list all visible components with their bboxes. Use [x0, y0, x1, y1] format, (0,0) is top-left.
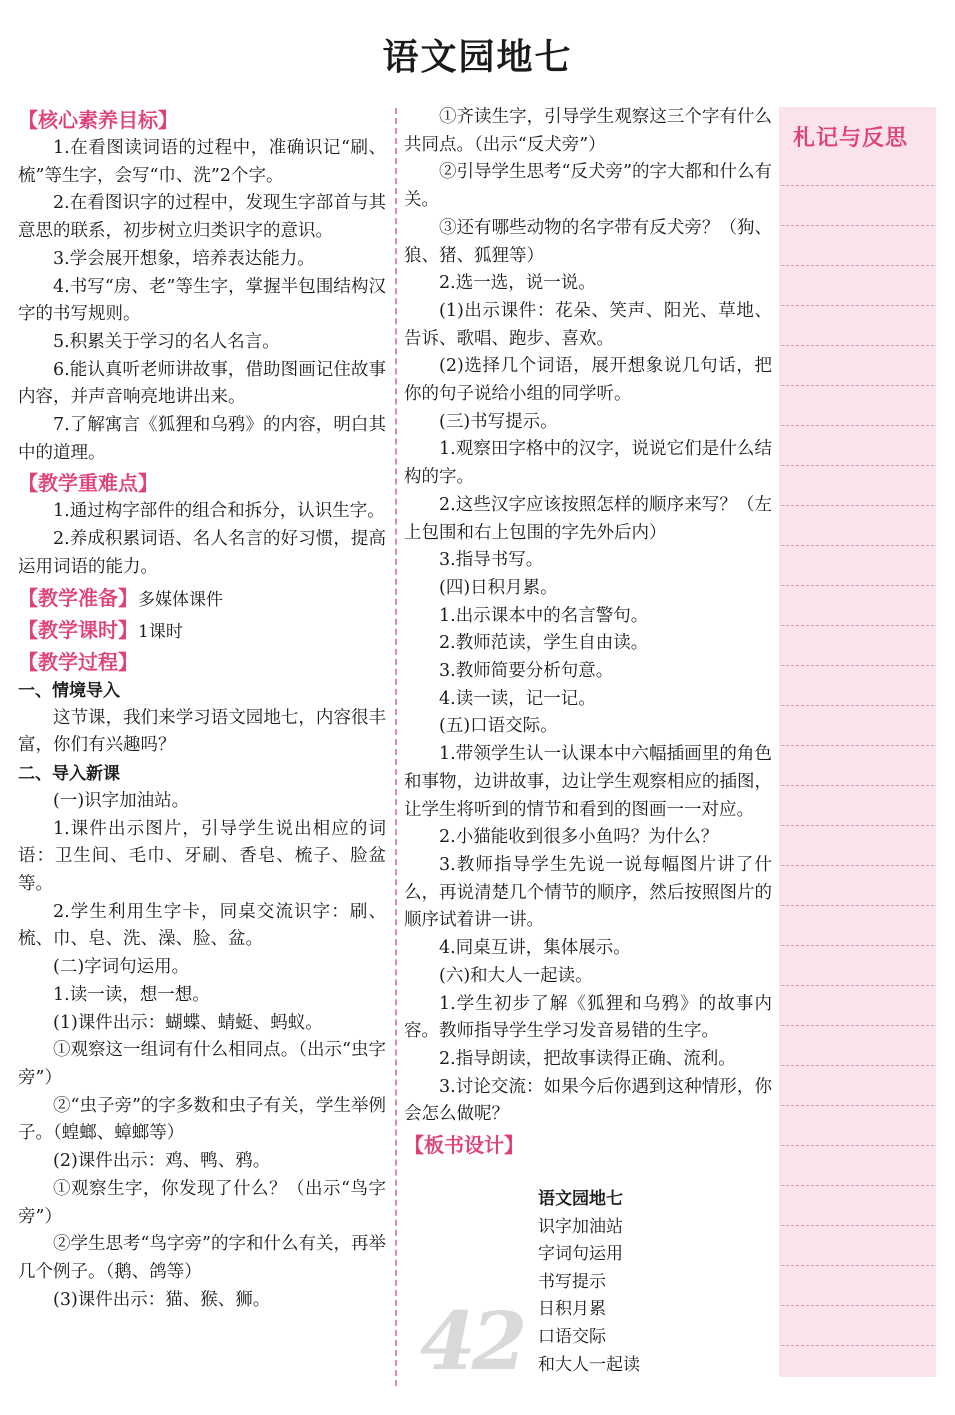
- lesson-line: 2.选一选，说一说。: [439, 273, 596, 294]
- note-line: [781, 945, 934, 946]
- lesson-line: (1)课件出示：蝴蝶、蜻蜓、蚂蚁。: [53, 1012, 323, 1033]
- board-item: 书写提示: [538, 1271, 606, 1292]
- note-line: [781, 825, 934, 826]
- goal-item: 7.了解寓言《狐狸和乌鸦》的内容，明白其中的道理。: [18, 415, 386, 463]
- lesson-line: (五)口语交际。: [439, 716, 558, 737]
- lesson-line: 3.教师指导学生先说一说每幅图片讲了什么，再说清楚几个情节的顺序，然后按照图片的顺序试着讲一讲。: [404, 854, 772, 931]
- lesson-line: 2.这些汉字应该按照怎样的顺序来写？（左上包围和右上包围的字先外后内）: [404, 494, 772, 543]
- note-line: [781, 785, 934, 786]
- note-line: [781, 265, 934, 266]
- goal-item: 1.在看图读词语的过程中，准确识记“刷、梳”等生字，会写“巾、洗”2个字。: [18, 138, 386, 186]
- note-line: [781, 1025, 934, 1026]
- lesson-line: 1.观察田字格中的汉字，说说它们是什么结构的字。: [404, 439, 772, 488]
- lesson-line: 1.课件出示图片，引导学生说出相应的词语：卫生间、毛巾、牙刷、香皂、梳子、脸盆等。: [18, 818, 386, 895]
- section-heading-goals: 【核心素养目标】: [18, 108, 178, 132]
- step-heading-new-lesson: 二、导入新课: [18, 763, 120, 784]
- note-line: [781, 385, 934, 386]
- lesson-line: (3)课件出示：猫、猴、狮。: [53, 1289, 271, 1310]
- note-line: [781, 705, 934, 706]
- note-line: [781, 505, 934, 506]
- note-line: [781, 745, 934, 746]
- note-line: [781, 1145, 934, 1146]
- note-line: [781, 225, 934, 226]
- board-design: [538, 1186, 640, 1379]
- page-number: 42: [420, 1294, 524, 1388]
- note-line: [781, 1225, 934, 1226]
- page-title: 语文园地七: [382, 37, 573, 78]
- note-line: [781, 345, 934, 346]
- lesson-line: 4.同桌互讲，集体展示。: [439, 938, 631, 959]
- note-line: [781, 865, 934, 866]
- section-heading-hours: [18, 616, 386, 646]
- column-divider: [395, 108, 397, 1386]
- note-line: [781, 1265, 934, 1266]
- section-heading-key-points: 【教学重难点】: [18, 471, 158, 496]
- board-item: 口语交际: [538, 1326, 606, 1347]
- lesson-line: (一)识字加油站。: [53, 790, 190, 811]
- goal-item: 4.书写“房、老”等生字，掌握半包围结构汉字的书写规则。: [18, 276, 386, 325]
- note-line: [781, 585, 934, 586]
- note-line: [781, 1105, 934, 1106]
- preparation-value: 多媒体课件: [138, 589, 223, 610]
- note-line: [781, 1305, 934, 1306]
- lesson-line: (六)和大人一起读。: [439, 965, 593, 986]
- note-line: [781, 625, 934, 626]
- key-point-item: 1.通过构字部件的组合和拆分，认识生字。: [53, 501, 385, 522]
- note-line: [781, 465, 934, 466]
- lesson-line: 2.指导朗读，把故事读得正确、流利。: [439, 1048, 736, 1069]
- lesson-line: 1.读一读，想一想。: [53, 984, 210, 1005]
- lesson-line: (2)课件出示：鸡、鸭、鸦。: [53, 1151, 271, 1172]
- preparation-label: 【教学准备】: [18, 585, 138, 610]
- note-line: [781, 1185, 934, 1186]
- section-heading-process: 【教学过程】: [18, 649, 138, 674]
- section-heading-preparation: [18, 584, 386, 614]
- intro-text: 这节课，我们来学习语文园地七，内容很丰富，你们有兴趣吗？: [18, 707, 386, 756]
- lesson-line: 4.读一读，记一记。: [439, 688, 596, 709]
- note-line: [781, 305, 934, 306]
- notes-title: 札记与反思: [793, 126, 909, 151]
- note-line: [781, 185, 934, 186]
- middle-column: [404, 104, 772, 1160]
- note-line: [781, 1065, 934, 1066]
- notes-panel: [779, 107, 936, 1377]
- lesson-line: ③还有哪些动物的名字带有反犬旁？（狗、狼、猪、狐狸等）: [404, 217, 772, 266]
- left-column: [18, 104, 386, 1314]
- lesson-line: 2.教师范读，学生自由读。: [439, 633, 649, 654]
- note-line: [781, 425, 934, 426]
- lesson-line: (四)日积月累。: [439, 577, 558, 598]
- lesson-line: 3.指导书写。: [439, 550, 544, 571]
- lesson-line: ②“虫子旁”的字多数和虫子有关，学生举例子。（蝗螂、蟑螂等）: [18, 1095, 386, 1144]
- lesson-line: (二)字词句运用。: [53, 957, 190, 978]
- note-line: [781, 905, 934, 906]
- goal-item: 3.学会展开想象，培养表达能力。: [53, 248, 315, 269]
- lesson-line: ①观察这一组词有什么相同点。（出示“虫字旁”）: [18, 1040, 386, 1088]
- goal-item: 5.积累关于学习的名人名言。: [53, 331, 280, 352]
- board-item: 和大人一起读: [538, 1354, 640, 1375]
- goal-item: 6.能认真听老师讲故事，借助图画记住故事内容，并声音响亮地讲出来。: [18, 359, 386, 408]
- lesson-line: ②学生思考“鸟字旁”的字和什么有关，再举几个例子。（鹅、鸽等）: [18, 1234, 386, 1282]
- lesson-line: 1.带领学生认一认课本中六幅插画里的角色和事物，边讲故事，边让学生观察相应的插图，让学生将听到的情节和看到的图画一一对应。: [404, 744, 772, 820]
- lesson-line: ①齐读生字，引导学生观察这三个字有什么共同点。（出示“反犬旁”）: [404, 107, 772, 155]
- lesson-line: 1.学生初步了解《狐狸和乌鸦》的故事内容。教师指导学生学习发音易错的生字。: [404, 993, 772, 1042]
- section-heading-board-design: 【板书设计】: [404, 1133, 524, 1158]
- board-item: 字词句运用: [538, 1244, 623, 1265]
- lesson-line: 2.学生利用生字卡，同桌交流识字：刷、梳、巾、皂、洗、澡、脸、盆。: [18, 901, 386, 950]
- lesson-line: ①观察生字，你发现了什么？（出示“鸟字旁”）: [18, 1178, 386, 1227]
- step-heading-intro: 一、情境导入: [18, 680, 120, 701]
- board-item: 日积月累: [538, 1299, 606, 1320]
- hours-label: 【教学课时】: [18, 617, 138, 642]
- lesson-line: 3.讨论交流：如果今后你遇到这种情形，你会怎么做呢？: [404, 1076, 772, 1125]
- note-line: [781, 545, 934, 546]
- lesson-line: 2.小猫能收到很多小鱼吗？为什么？: [439, 827, 719, 848]
- board-title: 语文园地七: [538, 1189, 623, 1209]
- lesson-line: 1.出示课本中的名言警句。: [439, 605, 649, 626]
- note-line: [781, 985, 934, 986]
- board-item: 识字加油站: [538, 1216, 623, 1237]
- lesson-line: (三)书写提示。: [439, 411, 558, 432]
- key-point-item: 2.养成积累词语、名人名言的好习惯，提高运用词语的能力。: [18, 529, 386, 577]
- lesson-line: ②引导学生思考“反犬旁”的字大都和什么有关。: [404, 162, 772, 211]
- note-line: [781, 665, 934, 666]
- hours-value: 1课时: [138, 621, 183, 642]
- note-line: [781, 1345, 934, 1346]
- lesson-line: 3.教师简要分析句意。: [439, 661, 614, 682]
- lesson-line: (1)出示课件：花朵、笑声、阳光、草地、告诉、歌唱、跑步、喜欢。: [404, 300, 772, 349]
- goal-item: 2.在看图识字的过程中，发现生字部首与其意思的联系，初步树立归类识字的意识。: [18, 193, 386, 242]
- lesson-line: (2)选择几个词语，展开想象说几句话，把你的句子说给小组的同学听。: [404, 356, 772, 405]
